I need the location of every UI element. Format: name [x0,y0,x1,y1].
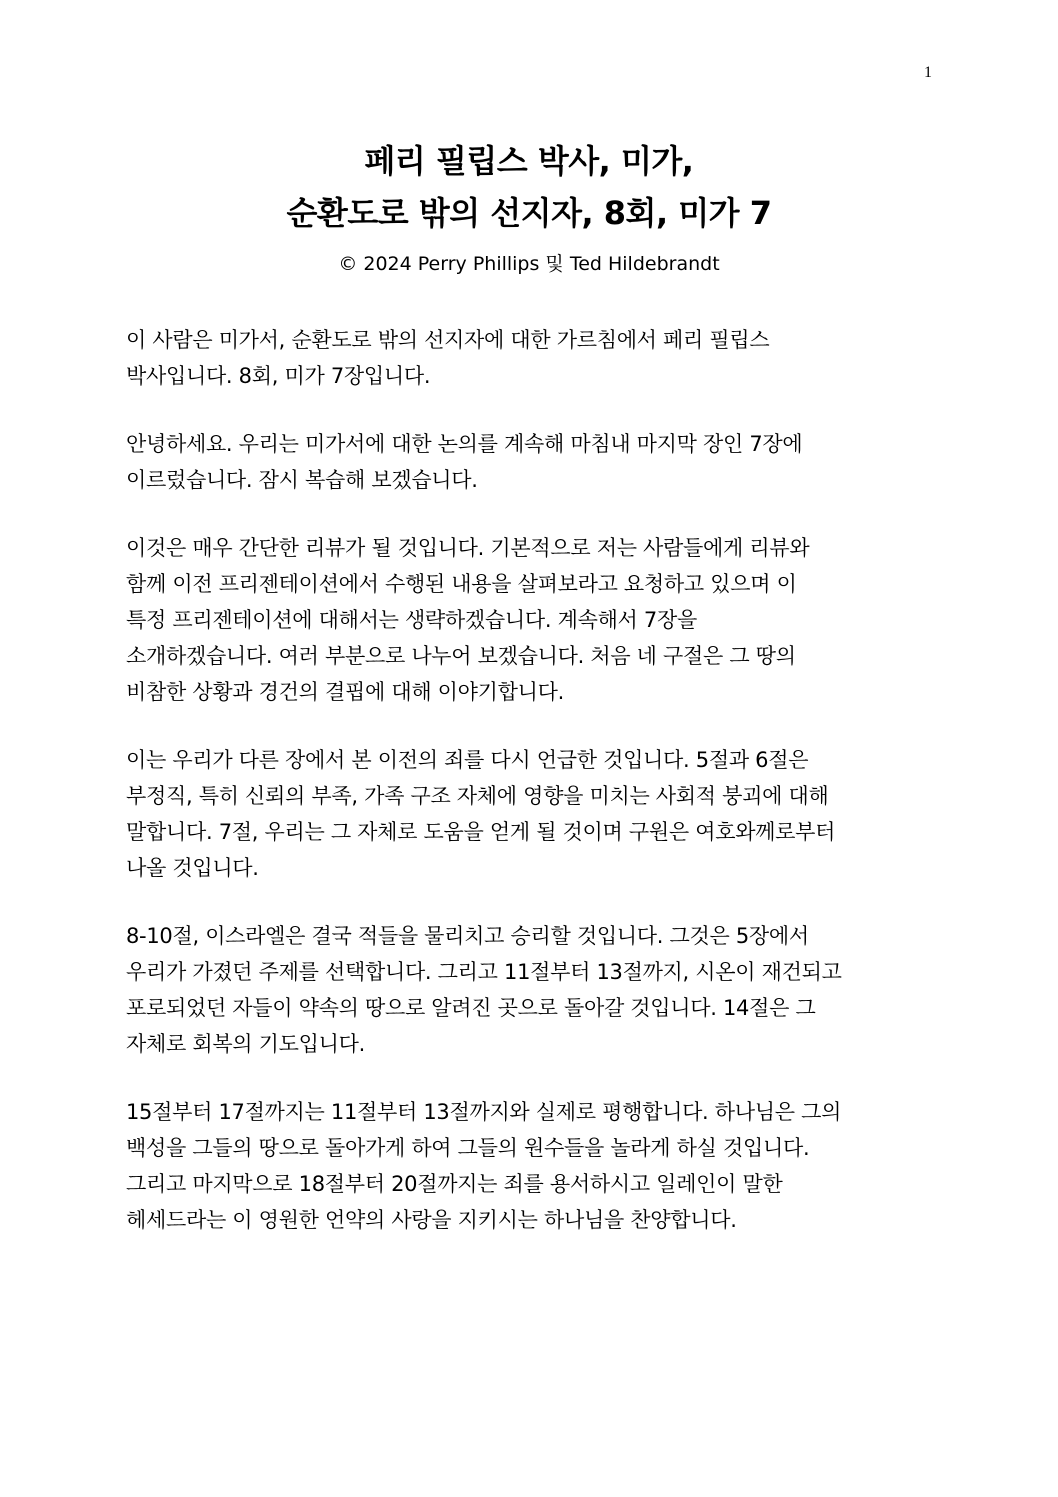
paragraph-line: 부정직, 특히 신뢰의 부족, 가족 구조 자체에 영향을 미치는 사회적 붕괴에 대해 [126,784,829,808]
paragraph-line: 이르렀습니다. 잠시 복습해 보겠습니다. [126,468,478,492]
paragraph-3 [126,530,926,710]
body-text [126,322,926,1270]
title-line-1: 페리 필립스 박사, 미가, [364,142,694,180]
paragraph-line: 이는 우리가 다른 장에서 본 이전의 죄를 다시 언급한 것입니다. 5절과 6절은 [126,748,809,772]
paragraph-line: 우리가 가졌던 주제를 선택합니다. 그리고 11절부터 13절까지, 시온이 재건되고 [126,960,842,984]
copyright-notice: © 2024 Perry Phillips 및 Ted Hildebrandt [338,253,720,275]
paragraph-5 [126,918,926,1062]
paragraph-line: 이것은 매우 간단한 리뷰가 될 것입니다. 기본적으로 저는 사람들에게 리뷰와 [126,536,810,560]
paragraph-2 [126,426,926,498]
paragraph-line: 백성을 그들의 땅으로 돌아가게 하여 그들의 원수들을 놀라게 하실 것입니다. [126,1136,810,1160]
paragraph-line: 나올 것입니다. [126,856,259,880]
paragraph-line: 특정 프리젠테이션에 대해서는 생략하겠습니다. 계속해서 7장을 [126,608,697,632]
title-block [0,135,1058,279]
page-number: 1 [924,64,932,81]
paragraph-line: 그리고 마지막으로 18절부터 20절까지는 죄를 용서하시고 일레인이 말한 [126,1172,783,1196]
paragraph-line: 소개하겠습니다. 여러 부분으로 나누어 보겠습니다. 처음 네 구절은 그 땅의 [126,644,796,668]
paragraph-line: 8-10절, 이스라엘은 결국 적들을 물리치고 승리할 것입니다. 그것은 5장에서 [126,924,809,948]
paragraph-line: 안녕하세요. 우리는 미가서에 대한 논의를 계속해 마침내 마지막 장인 7장에 [126,432,803,456]
paragraph-line: 말합니다. 7절, 우리는 그 자체로 도움을 얻게 될 것이며 구원은 여호와께로부터 [126,820,836,844]
title-line-2: 순환도로 밖의 선지자, 8회, 미가 7 [286,194,772,232]
paragraph-4 [126,742,926,886]
paragraph-6 [126,1094,926,1238]
paragraph-line: 함께 이전 프리젠테이션에서 수행된 내용을 살펴보라고 요청하고 있으며 이 [126,572,797,596]
paragraph-line: 비참한 상황과 경건의 결핍에 대해 이야기합니다. [126,680,564,704]
paragraph-line: 자체로 회복의 기도입니다. [126,1032,365,1056]
paragraph-1 [126,322,926,394]
paragraph-line: 포로되었던 자들이 약속의 땅으로 알려진 곳으로 돌아갈 것입니다. 14절은 그 [126,996,816,1020]
paragraph-line: 15절부터 17절까지는 11절부터 13절까지와 실제로 평행합니다. 하나님은 그의 [126,1100,842,1124]
paragraph-line: 박사입니다. 8회, 미가 7장입니다. [126,364,431,388]
paragraph-line: 헤세드라는 이 영원한 언약의 사랑을 지키시는 하나님을 찬양합니다. [126,1208,737,1232]
paragraph-line: 이 사람은 미가서, 순환도로 밖의 선지자에 대한 가르침에서 페리 필립스 [126,328,770,352]
